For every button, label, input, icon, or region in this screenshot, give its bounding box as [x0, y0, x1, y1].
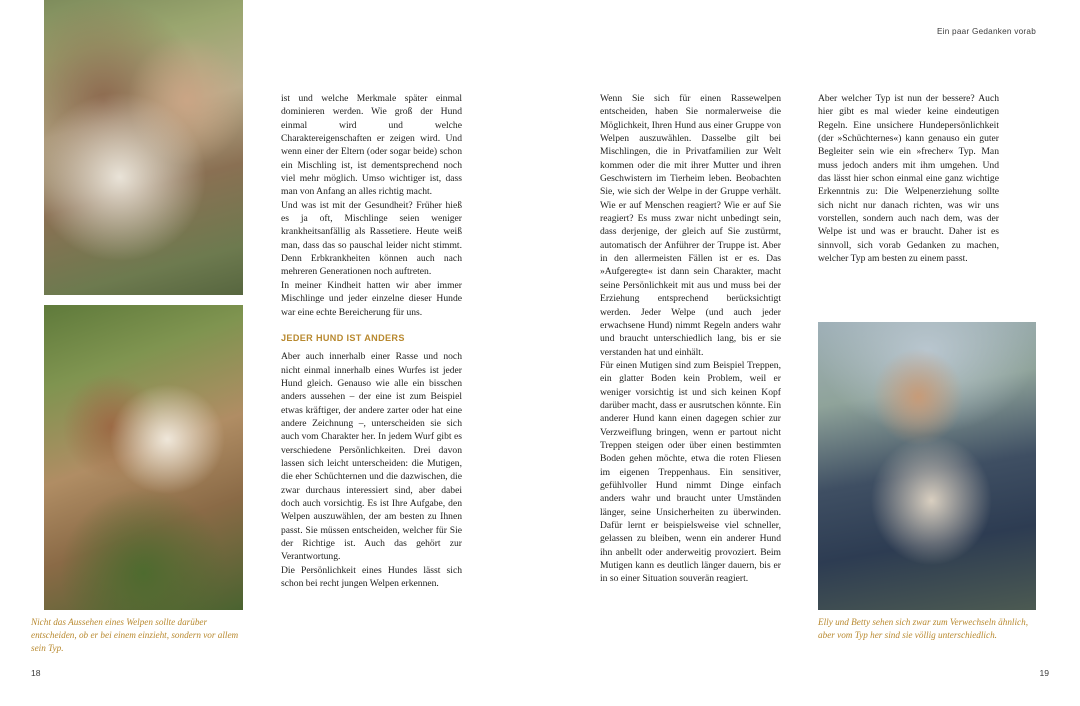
caption-left: Nicht das Aussehen eines Welpen sollte darüber entscheiden, ob er bei einem einzieht, sondern vor allem sein Typ.: [31, 617, 239, 654]
photo-man-with-puppies: [818, 322, 1036, 610]
photo-man-with-puppies-image: [818, 322, 1036, 610]
section-subheading: JEDER HUND IST ANDERS: [281, 332, 405, 343]
running-head: Ein paar Gedanken vorab: [936, 27, 1036, 36]
photo-two-dogs-profile: [44, 0, 243, 295]
photo-two-dogs-profile-image: [44, 0, 243, 295]
paragraph: ist und welche Merkmale später einmal dominieren werden. Wie groß der Hund einmal wird und welche Charaktereigenschaften er zeigen wird. Und wenn einer der Eltern (oder sogar beide) schon ein Mischling ist, ist dementsprechend noch viel mehr möglich. Umso wichtiger ist, dass man von Anfang an alles richtig macht.: [281, 93, 462, 198]
text-column-2: [600, 92, 781, 586]
paragraph: Die Persönlichkeit eines Hundes lässt sich schon bei recht jungen Welpen erkennen.: [281, 564, 462, 590]
caption-right: Elly und Betty sehen sich zwar zum Verwechseln ähnlich, aber vom Typ her sind sie völlig unterschiedlich.: [818, 617, 1028, 641]
paragraph: In meiner Kindheit hatten wir aber immer Mischlinge und jeder einzelne dieser Hunde war eine echte Bereicherung für uns.: [281, 279, 462, 318]
folio-right: 19: [1039, 668, 1049, 678]
photo-dog-with-puppy: [44, 305, 243, 610]
photo-dog-with-puppy-image: [44, 305, 243, 610]
paragraph: Wenn Sie sich für einen Rassewelpen entscheiden, haben Sie normalerweise die Möglichkeit, Ihren Hund aus einer Gruppe von Welpen auszuwählen. Dasselbe gilt bei Mischlingen, die in Privatfamilien zur Welt kommen oder die mit ihrer Mutter und ihren Geschwistern im Tierheim leben. Beobachten Sie, wie sich der Welpe in der Gruppe verhält. Wie er auf Menschen reagiert? Wie er auf Sie reagiert? Es muss zwar nicht unbedingt sein, dass derjenige, der gleich auf Sie zustürmt, automatisch der Anführer der Truppe ist. Aber in den allermeisten Fällen ist er es. Das »Aufgeregte« ist dann sein Charakter, macht seine Persönlichkeit mit aus und muss bei der Erziehung entsprechend berücksichtigt werden. Jeder Welpe (und auch jeder erwachsene Hund) nimmt Regeln anders wahr und braucht unterschiedlich lang, bis er sie verstanden hat und einhält.: [600, 93, 781, 358]
paragraph: Und was ist mit der Gesundheit? Früher hieß es ja oft, Mischlinge seien weniger krankheitsanfällig als Rassetiere. Heute weiß man, dass das so pauschal leider nicht stimmt. Denn Erbkrankheiten können auch nach mehreren Generationen noch auftreten.: [281, 199, 462, 278]
page-fold-divider: [540, 0, 541, 706]
paragraph: Für einen Mutigen sind zum Beispiel Treppen, ein glatter Boden kein Problem, weil er weniger vorsichtig ist und sich keinen Kopf darüber macht, dass er ausrutschen könnte. Ein anderer Hund kann einen dagegen schier zur Verzweiflung bringen, wenn er partout nicht Treppen steigen oder über einen bestimmten Boden gehen möchte, etwa die roten Fliesen im eigenen Treppenhaus. Ein sensitiver, gefühlvoller Hund nimmt Dinge einfach anders wahr und braucht unter Umständen länger, seine Unsicherheiten zu überwinden. Dafür lernt er beispielsweise viel schneller, gelassen zu bleiben, wenn ein anderer Hund ihn anbellt oder anderweitig provoziert. Beim Mutigen kann es deutlich länger dauern, bis er in so einer Situation souverän reagiert.: [600, 359, 781, 585]
folio-left: 18: [31, 668, 41, 678]
paragraph: Aber welcher Typ ist nun der bessere? Auch hier gibt es mal wieder keine eindeutigen Regeln. Eine unsichere Hundepersönlichkeit (der »Schüchternes«) kann genauso ein guter Begleiter sein wie ein »frecher« Typ. Man muss jedoch anders mit ihm umgehen. Und das lässt hier schon einmal eine ganz wichtige Erkenntnis zu: Die Welpenerziehung sollte sich nicht nur danach richten, was wir uns vorstellen, sondern auch nach dem, was der Welpe ist und was er braucht. Daher ist es sinnvoll, sich vorab Gedanken zu machen, welcher Typ am besten zu einem passt.: [818, 93, 999, 265]
text-column-1: [281, 92, 462, 590]
paragraph: Aber auch innerhalb einer Rasse und noch nicht einmal innerhalb eines Wurfes ist jeder Hund gleich. Genauso wie alle ein bisschen anders aussehen – der eine ist zum Beispiel etwas kräftiger, der andere zarter oder hat eine andere Zeichnung –, unterscheiden sie sich auch vom Charakter her. In jedem Wurf gibt es verschiedene Persönlichkeiten. Drei davon lassen sich leicht unterscheiden: die Mutigen, die eher Schüchternen und die dazwischen, die zwar durchaus interessiert sind, aber dabei doch auch vorsichtig. Es ist Ihre Aufgabe, den Welpen auszuwählen, der am besten zu Ihnen passt. Sie müssen entscheiden, welcher für Sie der Richtige ist. Auch das gehört zur Verantwortung.: [281, 351, 462, 563]
text-column-3: [818, 92, 999, 265]
